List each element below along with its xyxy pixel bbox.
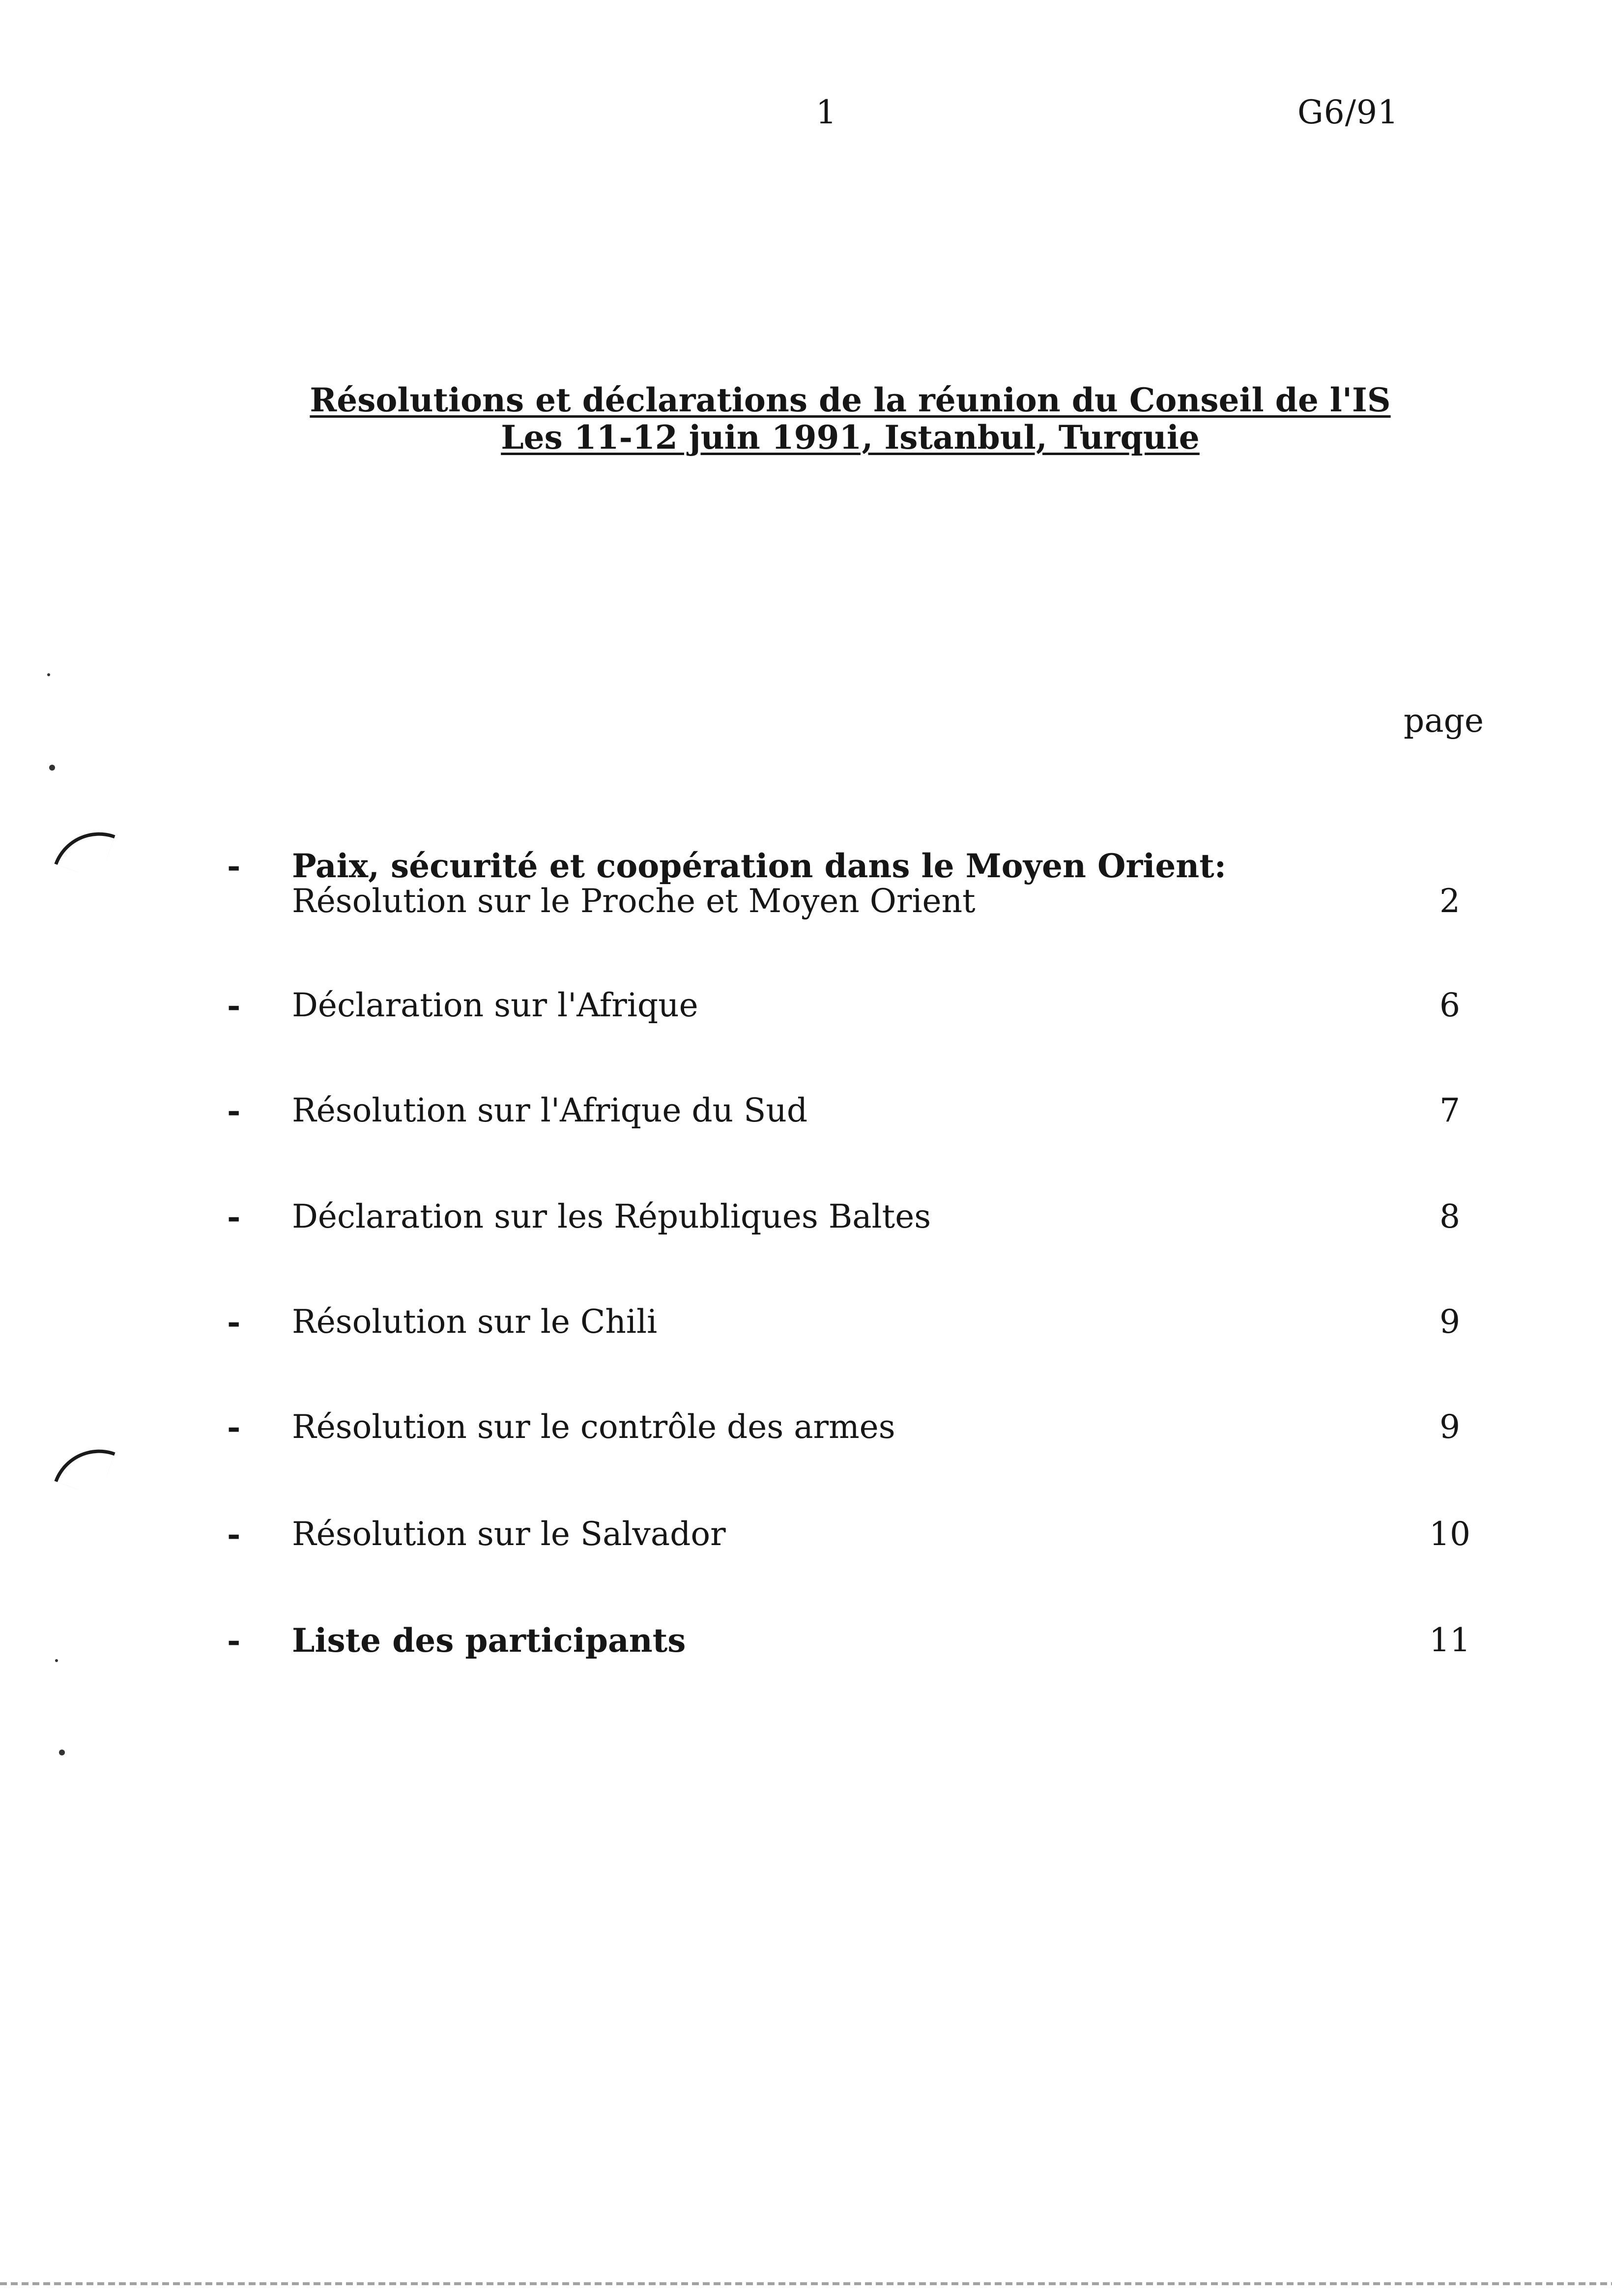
toc-section-heading: Paix, sécurité et coopération dans le Moyen Orient: [292,847,1227,885]
toc-entry-africa [0,987,1612,1065]
toc-page-number: 8 [1439,1198,1460,1235]
scan-speck [59,1750,65,1755]
toc-bullet: - [227,1091,241,1130]
toc-bullet: - [227,1515,241,1553]
toc-entry-baltic-republics [0,1198,1612,1277]
toc-page-number: 7 [1439,1091,1460,1129]
scan-speck [49,765,55,771]
toc-bullet: - [227,847,241,885]
toc-page-number: 9 [1439,1408,1460,1446]
toc-entry-label: Résolution sur l'Afrique du Sud [292,1091,808,1129]
toc-entry-label: Résolution sur le Salvador [292,1515,726,1553]
toc-entry-participants [0,1622,1612,1700]
toc-entry-salvador [0,1516,1612,1594]
toc-entry-label: Liste des participants [292,1621,686,1660]
scan-speck [55,1659,58,1662]
toc-entry-south-africa [0,1092,1612,1171]
scan-speck [47,673,50,676]
toc-entry-label: Déclaration sur l'Afrique [292,986,698,1024]
toc-page-number: 6 [1439,986,1460,1024]
toc-entry-label: Résolution sur le Proche et Moyen Orient [292,882,976,920]
toc-entry-label: Résolution sur le contrôle des armes [292,1408,895,1446]
toc-bullet: - [227,986,241,1025]
toc-entry-middle-east [0,847,1612,926]
title-line-1: Résolutions et déclarations de la réunion du Conseil de l'IS [310,381,1391,419]
toc-bullet: - [227,1303,241,1341]
toc-bullet: - [227,1621,241,1660]
toc-page-number: 10 [1429,1515,1470,1553]
toc-entry-chile [0,1303,1612,1382]
document-reference: G6/91 [1297,93,1399,131]
scan-bottom-edge [0,2282,1612,2285]
toc-entry-arms-control [0,1408,1612,1487]
page-number: 1 [816,93,836,131]
toc-bullet: - [227,1198,241,1236]
toc-page-number: 2 [1439,882,1460,920]
title-line-2: Les 11-12 juin 1991, Istanbul, Turquie [501,418,1200,457]
toc-entry-label: Déclaration sur les Républiques Baltes [292,1198,931,1235]
toc-entry-label: Résolution sur le Chili [292,1303,658,1341]
toc-bullet: - [227,1408,241,1446]
toc-page-number: 9 [1439,1303,1460,1341]
page-column-header: page [1404,702,1484,740]
toc-page-number: 11 [1429,1621,1470,1659]
